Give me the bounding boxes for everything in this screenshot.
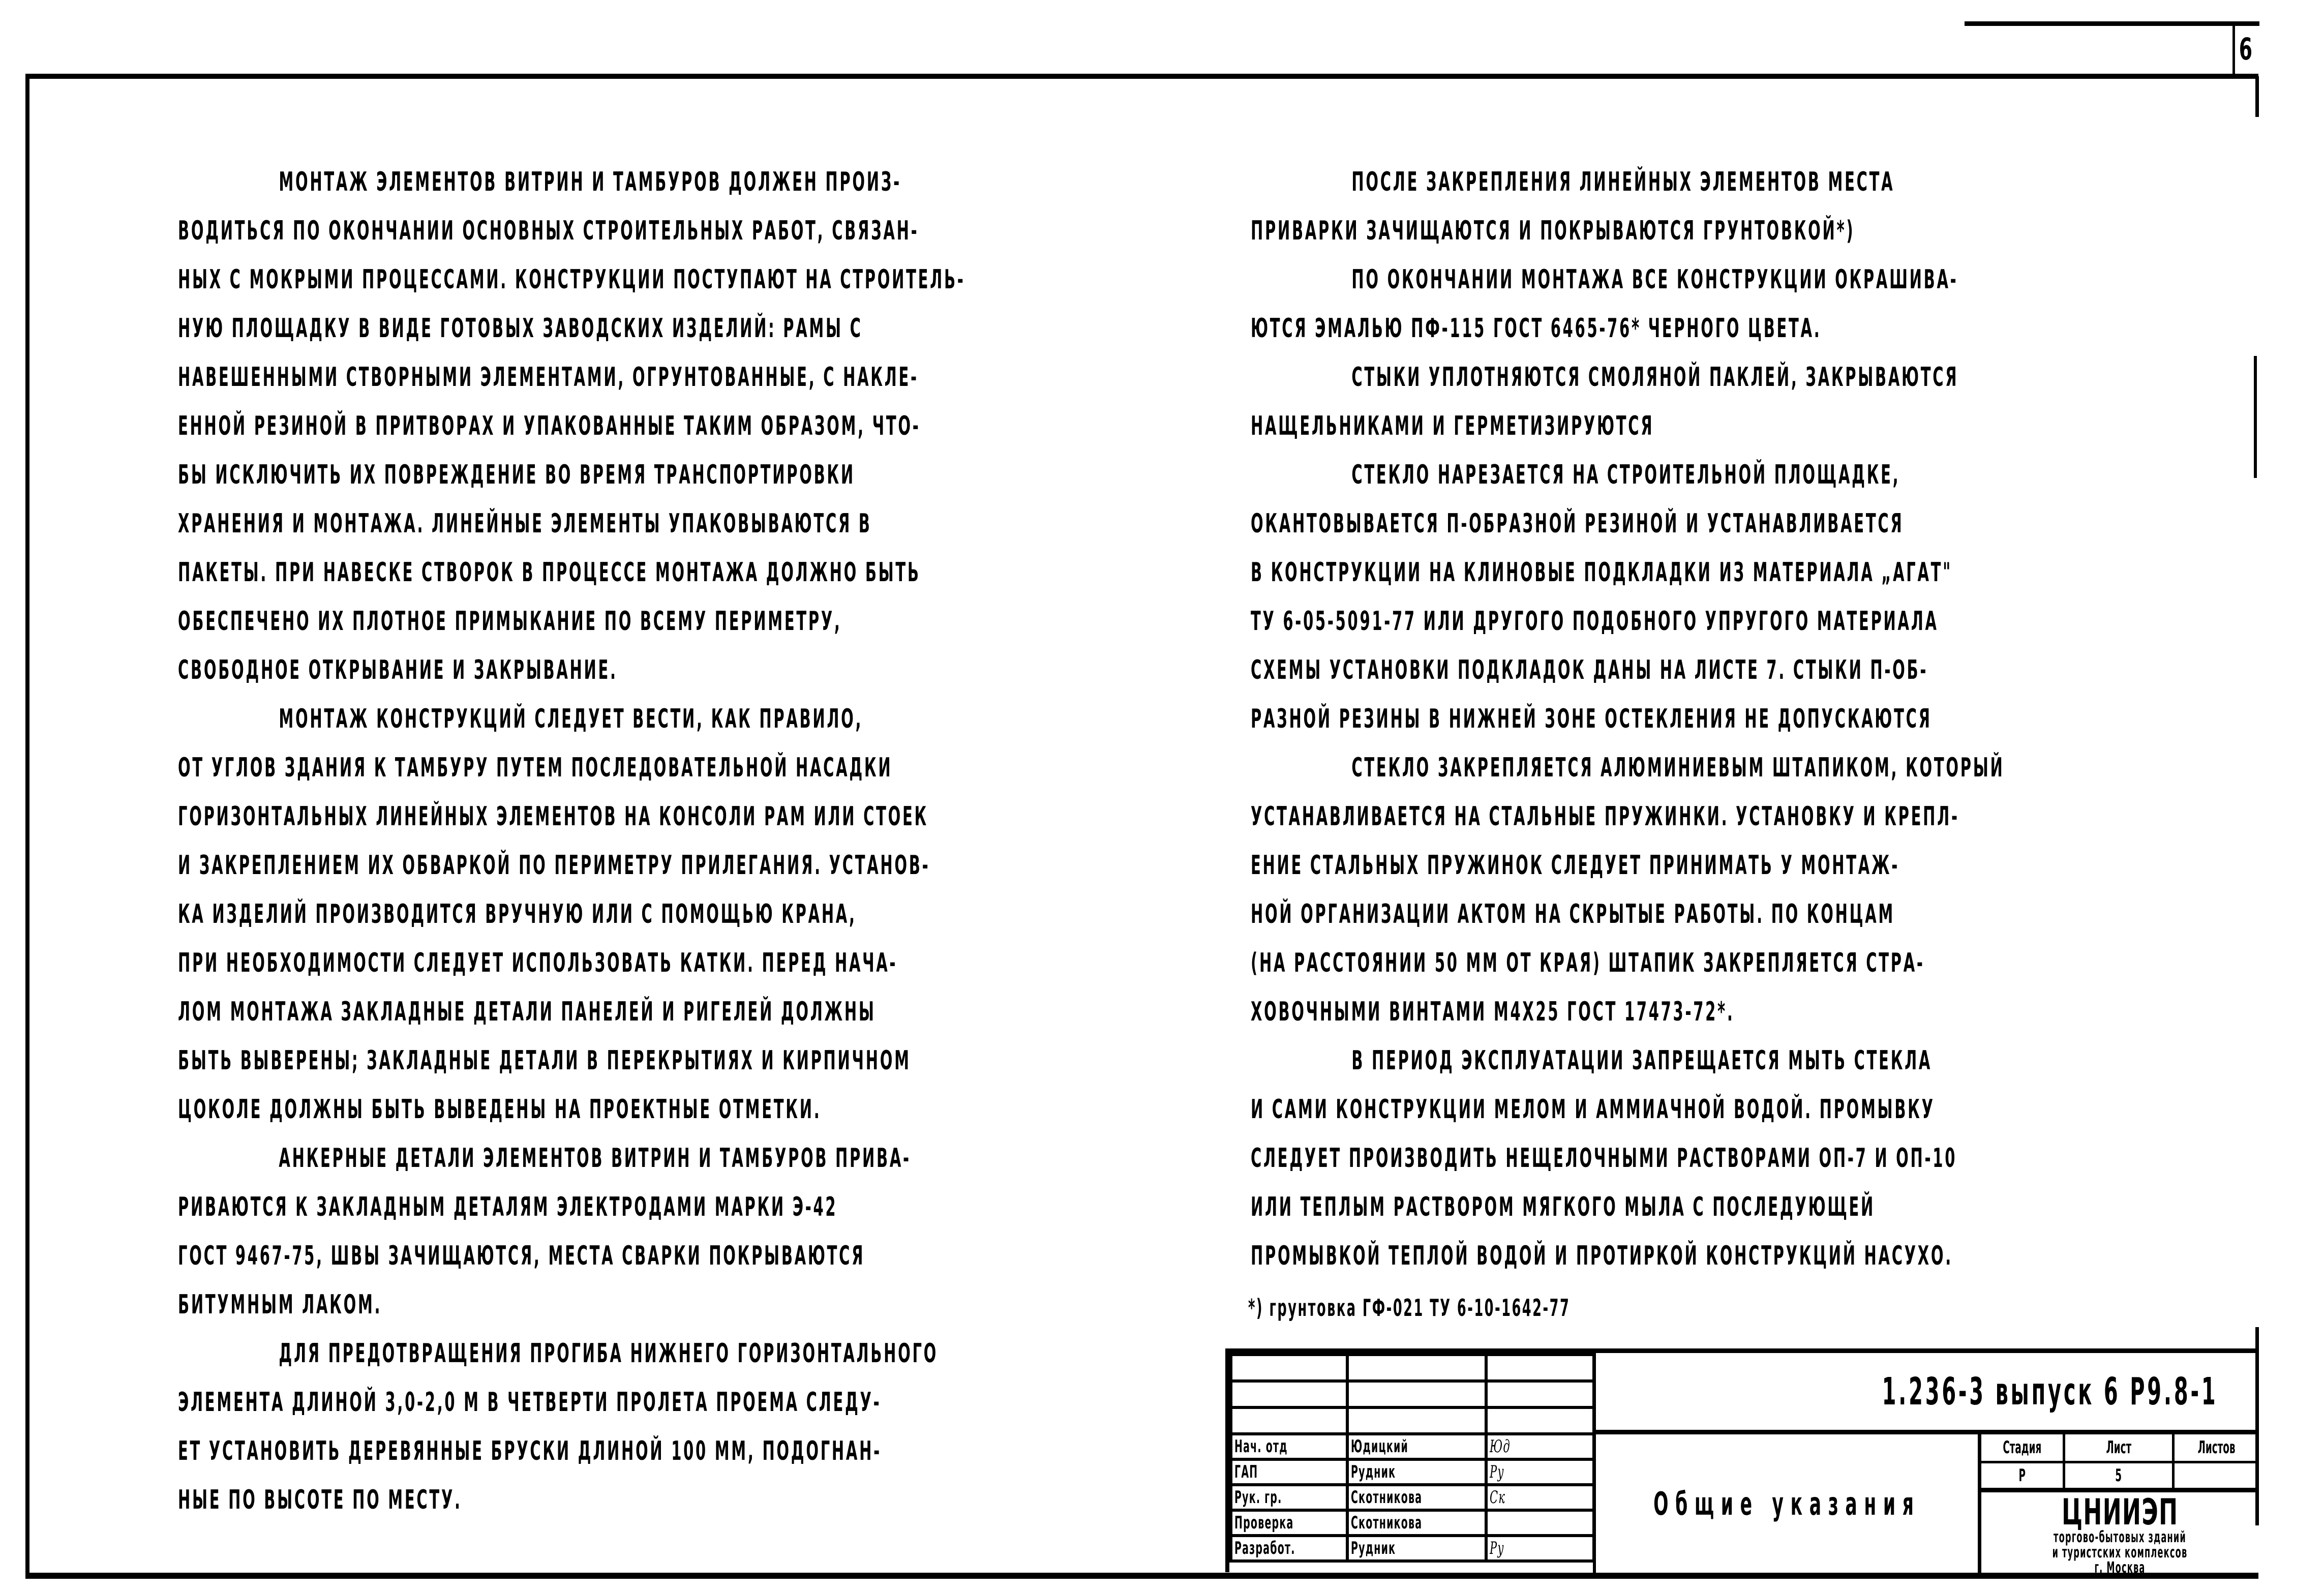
role: Рук. гр. — [1234, 1487, 1282, 1508]
organization-line-2: и туристских комплексов — [2052, 1544, 2188, 1562]
text-line: РАЗНОЙ РЕЗИНЫ В НИЖНЕЙ ЗОНЕ ОСТЕКЛЕНИЯ НЕ ДОПУСКАЮТСЯ — [1251, 704, 1932, 734]
text-line: СТЕКЛО ЗАКРЕПЛЯЕТСЯ АЛЮМИНИЕВЫМ ШТАПИКОМ, КОТОРЫЙ — [1351, 753, 2005, 783]
text-line: БЫ ИСКЛЮЧИТЬ ИХ ПОВРЕЖДЕНИЕ ВО ВРЕМЯ ТРАНСПОРТИРОВКИ — [178, 460, 855, 490]
text-line: ГОСТ 9467-75, ШВЫ ЗАЧИЩАЮТСЯ, МЕСТА СВАРКИ ПОКРЫВАЮТСЯ — [178, 1241, 865, 1271]
document-title-text: Общие указания — [1653, 1485, 1921, 1522]
organization-name: ЦНИИЭП — [2061, 1491, 2179, 1533]
document-title — [1593, 1434, 1978, 1573]
text-line: ТУ 6-05-5091-77 ИЛИ ДРУГОГО ПОДОБНОГО УПРУГОГО МАТЕРИАЛА — [1251, 606, 1939, 637]
signature-row — [1231, 1434, 1594, 1459]
stage-value-row — [1981, 1463, 2258, 1492]
text-line: ВОДИТЬСЯ ПО ОКОНЧАНИИ ОСНОВНЫХ СТРОИТЕЛЬНЫХ РАБОТ, СВЯЗАН- — [178, 216, 919, 246]
text-line: ОКАНТОВЫВАЕТСЯ П-ОБРАЗНОЙ РЕЗИНОЙ И УСТАНАВЛИВАЕТСЯ — [1251, 508, 1904, 539]
sheets-label: Листов — [2197, 1437, 2236, 1458]
text-line: ЭЛЕМЕНТА ДЛИНОЙ 3,0-2,0 М В ЧЕТВЕРТИ ПРОЛЕТА ПРОЕМА СЛЕДУ- — [178, 1387, 882, 1418]
text-line: ГОРИЗОНТАЛЬНЫХ ЛИНЕЙНЫХ ЭЛЕМЕНТОВ НА КОНСОЛИ РАМ ИЛИ СТОЕК — [178, 801, 928, 832]
stage-label: Стадия — [2003, 1437, 2041, 1458]
signature-row — [1231, 1536, 1594, 1561]
signature: Ск — [1490, 1487, 1506, 1508]
text-line: ЮТСЯ ЭМАЛЬЮ ПФ-115 ГОСТ 6465-76* ЧЕРНОГО ЦВЕТА. — [1251, 313, 1822, 344]
text-line: РИВАЮТСЯ К ЗАКЛАДНЫМ ДЕТАЛЯМ ЭЛЕКТРОДАМИ МАРКИ Э-42 — [178, 1192, 838, 1222]
paragraph — [178, 1134, 1225, 1329]
paragraph — [178, 1329, 1225, 1524]
signature: Ру — [1490, 1538, 1504, 1558]
text-line: ЛОМ МОНТАЖА ЗАКЛАДНЫЕ ДЕТАЛИ ПАНЕЛЕЙ И РИГЕЛЕЙ ДОЛЖНЫ — [178, 997, 876, 1027]
title-block — [1225, 1348, 2258, 1577]
role: ГАП — [1234, 1462, 1258, 1482]
role: Проверка — [1234, 1513, 1294, 1533]
text-line: МОНТАЖ ЭЛЕМЕНТОВ ВИТРИН И ТАМБУРОВ ДОЛЖЕН ПРОИЗ- — [279, 167, 901, 197]
organization-line-1: торгово-бытовых зданий — [2054, 1528, 2186, 1546]
text-line: И ЗАКРЕПЛЕНИЕМ ИХ ОБВАРКОЙ ПО ПЕРИМЕТРУ ПРИЛЕГАНИЯ. УСТАНОВ- — [178, 850, 930, 881]
text-line: ЕНИЕ СТАЛЬНЫХ ПРУЖИНОК СЛЕДУЕТ ПРИНИМАТЬ У МОНТАЖ- — [1251, 850, 1899, 881]
text-line: ПОСЛЕ ЗАКРЕПЛЕНИЯ ЛИНЕЙНЫХ ЭЛЕМЕНТОВ МЕСТА — [1351, 167, 1895, 197]
text-line: СЛЕДУЕТ ПРОИЗВОДИТЬ НЕЩЕЛОЧНЫМИ РАСТВОРАМИ ОП-7 И ОП-10 — [1251, 1143, 1957, 1174]
text-line: НАЩЕЛЬНИКАМИ И ГЕРМЕТИЗИРУЮТСЯ — [1251, 411, 1654, 441]
text-line: ХРАНЕНИЯ И МОНТАЖА. ЛИНЕЙНЫЕ ЭЛЕМЕНТЫ УПАКОВЫВАЮТСЯ В — [178, 508, 872, 539]
person-name: Скотникова — [1350, 1513, 1422, 1533]
text-line: И САМИ КОНСТРУКЦИИ МЕЛОМ И АММИАЧНОЙ ВОДОЙ. ПРОМЫВКУ — [1251, 1094, 1935, 1125]
text-line: БЫТЬ ВЫВЕРЕНЫ; ЗАКЛАДНЫЕ ДЕТАЛИ В ПЕРЕКРЫТИЯХ И КИРПИЧНОМ — [178, 1045, 911, 1076]
paragraph — [1251, 451, 2247, 743]
stage-header-row — [1981, 1434, 2258, 1463]
paragraph — [1251, 158, 2247, 255]
text-line: ПРОМЫВКОЙ ТЕПЛОЙ ВОДОЙ И ПРОТИРКОЙ КОНСТРУКЦИЙ НАСУХО. — [1251, 1241, 1953, 1271]
text-line: ПО ОКОНЧАНИИ МОНТАЖА ВСЕ КОНСТРУКЦИИ ОКРАШИВА- — [1351, 264, 1958, 295]
document-code-text: 1.236-3 выпуск 6 Р9.8-1 — [1882, 1369, 2218, 1414]
sheet-label: Лист — [2106, 1437, 2131, 1458]
text-line: ОБЕСПЕЧЕНО ИХ ПЛОТНОЕ ПРИМЫКАНИЕ ПО ВСЕМУ ПЕРИМЕТРУ, — [178, 606, 842, 637]
document-code — [1593, 1353, 2258, 1434]
paragraph — [1251, 255, 2247, 353]
text-line: ЕТ УСТАНОВИТЬ ДЕРЕВЯННЫЕ БРУСКИ ДЛИНОЙ 100 ММ, ПОДОГНАН- — [178, 1436, 882, 1466]
person-name: Рудник — [1350, 1538, 1396, 1558]
person-name: Юдицкий — [1350, 1436, 1408, 1457]
text-line: МОНТАЖ КОНСТРУКЦИЙ СЛЕДУЕТ ВЕСТИ, КАК ПРАВИЛО, — [279, 704, 863, 734]
text-line: СТЕКЛО НАРЕЗАЕТСЯ НА СТРОИТЕЛЬНОЙ ПЛОЩАДКЕ, — [1351, 460, 1900, 490]
text-line: ЕННОЙ РЕЗИНОЙ В ПРИТВОРАХ И УПАКОВАННЫЕ ТАКИМ ОБРАЗОМ, ЧТО- — [178, 411, 921, 441]
role: Разработ. — [1234, 1538, 1295, 1558]
text-line: ЦОКОЛЕ ДОЛЖНЫ БЫТЬ ВЫВЕДЕНЫ НА ПРОЕКТНЫЕ ОТМЕТКИ. — [178, 1094, 822, 1125]
footnote: *) грунтовка ГФ-021 ТУ 6-10-1642-77 — [1248, 1294, 1571, 1322]
text-line: ПРИ НЕОБХОДИМОСТИ СЛЕДУЕТ ИСПОЛЬЗОВАТЬ КАТКИ. ПЕРЕД НАЧА- — [178, 948, 898, 978]
page-number: 6 — [2232, 23, 2256, 76]
text-line: НУЮ ПЛОЩАДКУ В ВИДЕ ГОТОВЫХ ЗАВОДСКИХ ИЗДЕЛИЙ: РАМЫ С — [178, 313, 863, 344]
text-line: НЫХ С МОКРЫМИ ПРОЦЕССАМИ. КОНСТРУКЦИИ ПОСТУПАЮТ НА СТРОИТЕЛЬ- — [178, 264, 965, 295]
paragraph — [178, 695, 1225, 1134]
text-line: ПРИВАРКИ ЗАЧИЩАЮТСЯ И ПОКРЫВАЮТСЯ ГРУНТОВКОЙ*) — [1251, 216, 1855, 246]
left-text-column — [178, 158, 1225, 1524]
text-line: КА ИЗДЕЛИЙ ПРОИЗВОДИТСЯ ВРУЧНУЮ ИЛИ С ПОМОЩЬЮ КРАНА, — [178, 899, 857, 929]
text-line: НАВЕШЕННЫМИ СТВОРНЫМИ ЭЛЕМЕНТАМИ, ОГРУНТОВАННЫЕ, С НАКЛЕ- — [178, 362, 919, 393]
stage-value: Р — [2018, 1465, 2026, 1486]
paragraph — [178, 158, 1225, 695]
signature-row — [1231, 1485, 1594, 1510]
paragraph — [1251, 353, 2247, 451]
frame-right-tick — [2255, 76, 2259, 117]
role: Нач. отд — [1234, 1436, 1288, 1457]
text-line: (НА РАССТОЯНИИ 50 ММ ОТ КРАЯ) ШТАПИК ЗАКРЕПЛЯЕТСЯ СТРА- — [1251, 948, 1925, 978]
signature-row — [1231, 1459, 1594, 1485]
organization-city: г. Москва — [2094, 1559, 2146, 1577]
paragraph — [1251, 743, 2247, 1036]
margin-mark — [2254, 356, 2257, 478]
right-text-column — [1251, 158, 2247, 1280]
text-line: НОЙ ОРГАНИЗАЦИИ АКТОМ НА СКРЫТЫЕ РАБОТЫ. ПО КОНЦАМ — [1251, 899, 1895, 929]
text-line: СТЫКИ УПЛОТНЯЮТСЯ СМОЛЯНОЙ ПАКЛЕЙ, ЗАКРЫВАЮТСЯ — [1351, 362, 1959, 393]
text-line: ИЛИ ТЕПЛЫМ РАСТВОРОМ МЯГКОГО МЫЛА С ПОСЛЕДУЮЩЕЙ — [1251, 1192, 1876, 1222]
signature: Юд — [1490, 1436, 1511, 1457]
text-line: УСТАНАВЛИВАЕТСЯ НА СТАЛЬНЫЕ ПРУЖИНКИ. УСТАНОВКУ И КРЕПЛ- — [1251, 801, 1959, 832]
signature-table — [1229, 1353, 1595, 1563]
text-line: НЫЕ ПО ВЫСОТЕ ПО МЕСТУ. — [178, 1485, 462, 1515]
organization — [1981, 1492, 2258, 1576]
text-line: АНКЕРНЫЕ ДЕТАЛИ ЭЛЕМЕНТОВ ВИТРИН И ТАМБУРОВ ПРИВА- — [279, 1143, 911, 1174]
signature: Ру — [1490, 1462, 1504, 1482]
text-line: ПАКЕТЫ. ПРИ НАВЕСКЕ СТВОРОК В ПРОЦЕССЕ МОНТАЖА ДОЛЖНО БЫТЬ — [178, 557, 921, 588]
text-line: В ПЕРИОД ЭКСПЛУАТАЦИИ ЗАПРЕЩАЕТСЯ МЫТЬ СТЕКЛА — [1351, 1045, 1933, 1076]
person-name: Скотникова — [1350, 1487, 1422, 1508]
text-line: СВОБОДНОЕ ОТКРЫВАНИЕ И ЗАКРЫВАНИЕ. — [178, 655, 618, 685]
text-line: ОТ УГЛОВ ЗДАНИЯ К ТАМБУРУ ПУТЕМ ПОСЛЕДОВАТЕЛЬНОЙ НАСАДКИ — [178, 753, 893, 783]
paragraph — [1251, 1036, 2247, 1280]
sheet-value: 5 — [2115, 1465, 2122, 1486]
text-line: В КОНСТРУКЦИИ НА КЛИНОВЫЕ ПОДКЛАДКИ ИЗ МАТЕРИАЛА „АГАТ" — [1251, 557, 1953, 588]
page-number-frame — [1965, 21, 2259, 81]
text-line: БИТУМНЫМ ЛАКОМ. — [178, 1289, 382, 1320]
stage-organization-block — [1978, 1434, 2258, 1577]
text-line: ДЛЯ ПРЕДОТВРАЩЕНИЯ ПРОГИБА НИЖНЕГО ГОРИЗОНТАЛЬНОГО — [279, 1338, 939, 1369]
person-name: Рудник — [1350, 1462, 1396, 1482]
signature-row — [1231, 1510, 1594, 1536]
text-line: ХОВОЧНЫМИ ВИНТАМИ М4Х25 ГОСТ 17473-72*. — [1251, 997, 1735, 1027]
text-line: СХЕМЫ УСТАНОВКИ ПОДКЛАДОК ДАНЫ НА ЛИСТЕ 7. СТЫКИ П-ОБ- — [1251, 655, 1928, 685]
